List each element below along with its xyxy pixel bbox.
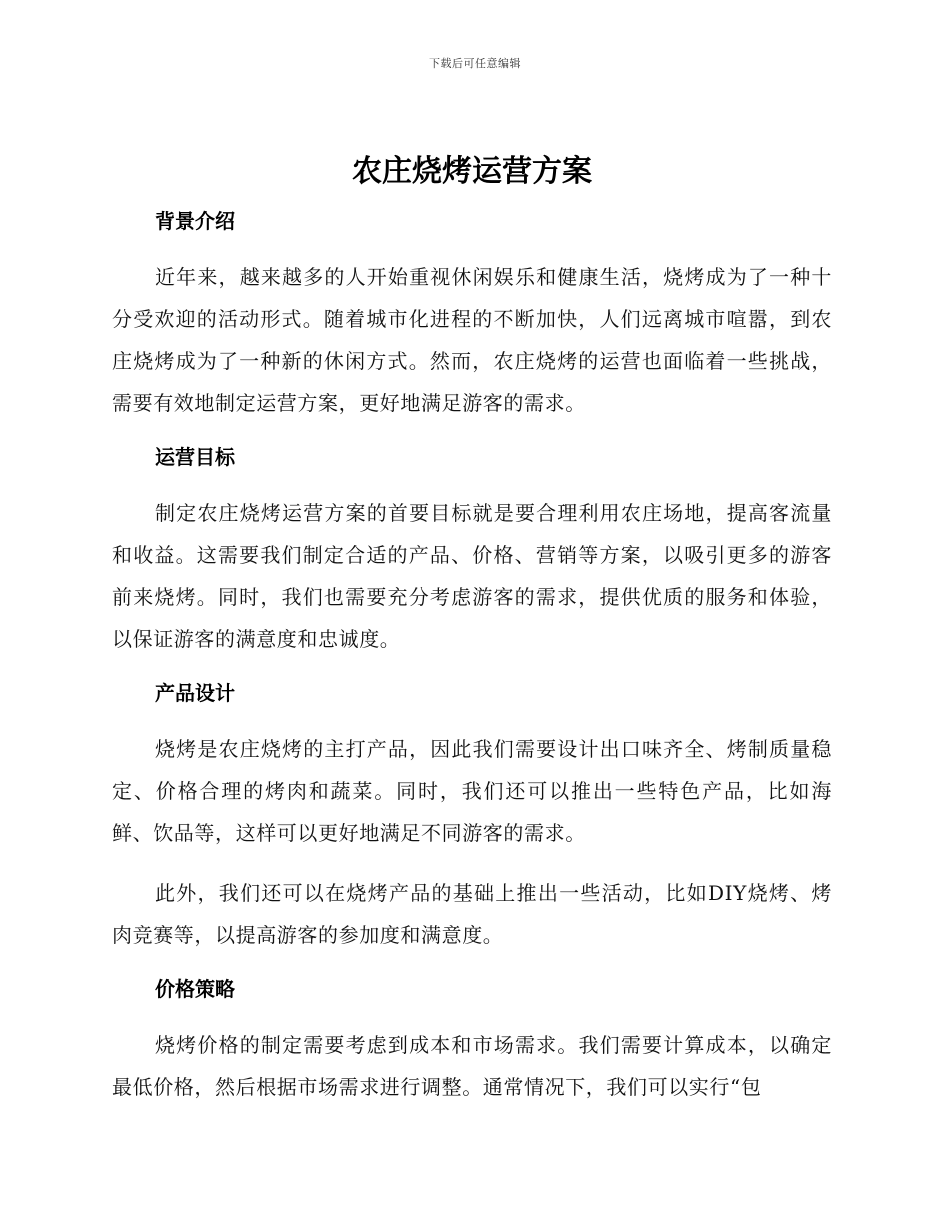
paragraph: 近年来，越来越多的人开始重视休闲娱乐和健康生活，烧烤成为了一种十分受欢迎的活动形式。随着城市化进程的不断加快，人们远离城市喧嚣，到农庄烧烤成为了一种新的休闲方式。然而，农庄烧烤的运营也面临着一些挑战，需要有效地制定运营方案，更好地满足游客的需求。 [112, 265, 832, 415]
document-body [112, 150, 832, 1126]
section-heading: 运营目标 [155, 445, 235, 469]
paragraph: 制定农庄烧烤运营方案的首要目标就是要合理利用农庄场地，提高客流量和收益。这需要我们制定合适的产品、价格、营销等方案，以吸引更多的游客前来烧烤。同时，我们也需要充分考虑游客的需求，提供优质的服务和体验，以保证游客的满意度和忠诚度。 [112, 501, 832, 651]
paragraph: 烧烤是农庄烧烤的主打产品，因此我们需要设计出口味齐全、烤制质量稳定、价格合理的烤肉和蔬菜。同时，我们还可以推出一些特色产品，比如海鲜、饮品等，这样可以更好地满足不同游客的需求。 [112, 737, 832, 845]
section-heading: 背景介绍 [155, 209, 235, 233]
section-product-design [112, 678, 832, 956]
section-heading: 产品设计 [155, 681, 235, 705]
paragraph: 烧烤价格的制定需要考虑到成本和市场需求。我们需要计算成本，以确定最低价格，然后根据市场需求进行调整。通常情况下，我们可以实行“包 [112, 1033, 832, 1099]
document-title: 农庄烧烤运营方案 [352, 154, 592, 189]
section-goals [112, 442, 832, 660]
page-header-note: 下载后可任意编辑 [429, 57, 521, 70]
section-pricing [112, 974, 832, 1108]
paragraph: 此外，我们还可以在烧烤产品的基础上推出一些活动，比如DIY烧烤、烤肉竞赛等，以提高游客的参加度和满意度。 [112, 881, 832, 947]
section-background [112, 206, 832, 424]
section-heading: 价格策略 [155, 977, 235, 1001]
